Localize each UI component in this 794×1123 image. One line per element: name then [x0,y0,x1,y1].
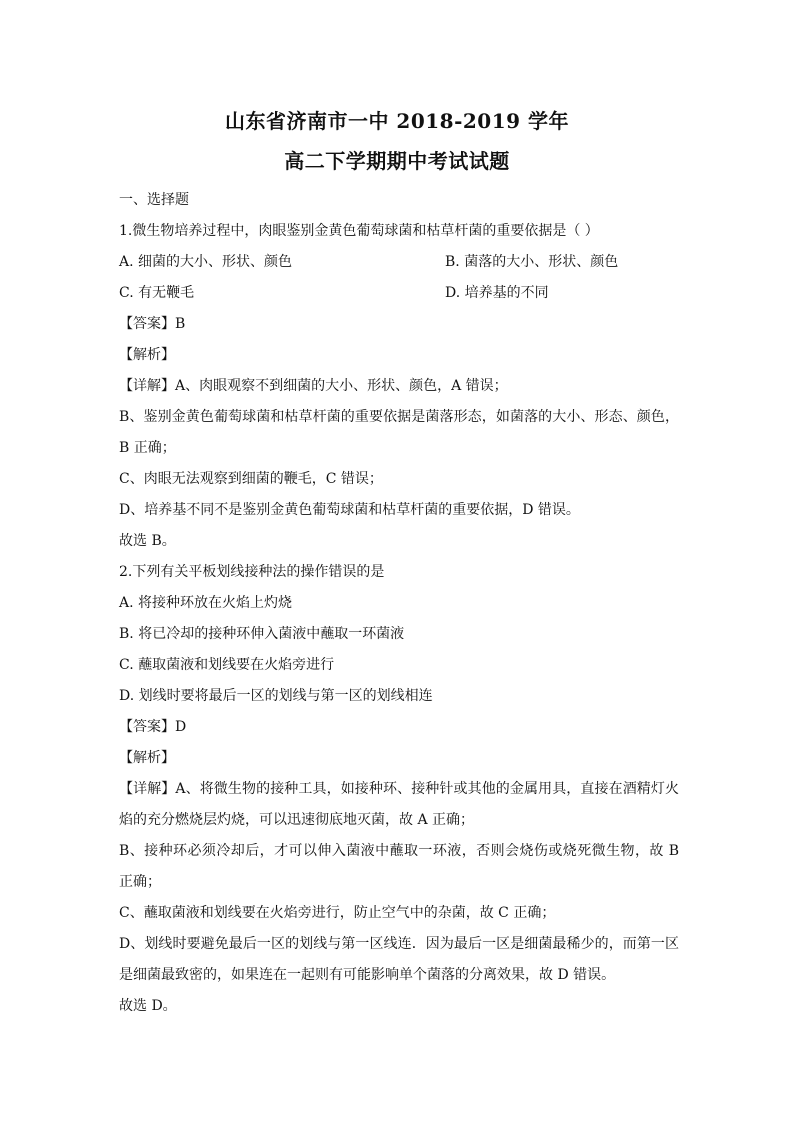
document-title-line-1: 山东省济南市一中 2018-2019 学年 [224,109,570,133]
q2-conclusion: 故选 D。 [119,998,177,1014]
document-body [119,185,679,1022]
q2-answer: 【答案】D [119,719,187,735]
q1-analysis-heading: 【解析】 [119,347,175,363]
q2-stem: 2.下列有关平板划线接种法的操作错误的是 [119,564,385,580]
q1-stem: 1.微生物培养过程中，肉眼鉴别金黄色葡萄球菌和枯草杆菌的重要依据是（ ） [119,223,599,239]
q1-explain-d: D、培养基不同不是鉴别金黄色葡萄球菌和枯草杆菌的重要依据，D 错误。 [119,502,580,518]
q2-option-a: A. 将接种环放在火焰上灼烧 [119,595,293,611]
q1-options-row-2 [119,278,679,309]
q1-options-row-1 [119,247,679,278]
q1-explain-a: 【详解】A、肉眼观察不到细菌的大小、形状、颜色，A 错误； [119,378,508,394]
q1-answer: 【答案】B [119,316,186,332]
q1-explain-c: C、肉眼无法观察到细菌的鞭毛，C 错误； [119,471,383,487]
section-heading: 一、选择题 [119,192,189,208]
q1-conclusion: 故选 B。 [119,533,176,549]
q1-option-c: C. 有无鞭毛 [119,285,195,301]
q2-analysis-heading: 【解析】 [119,750,175,766]
q2-option-d: D. 划线时要将最后一区的划线与第一区的划线相连 [119,688,433,704]
q1-option-d: D. 培养基的不同 [445,285,549,301]
q2-explain-b: B、接种环必须冷却后，才可以伸入菌液中蘸取一环液，否则会烧伤或烧死微生物，故 B 正确； [119,843,679,890]
q1-option-a: A. 细菌的大小、形状、颜色 [119,254,293,270]
q2-explain-d: D、划线时要避免最后一区的划线与第一区线连．因为最后一区是细菌最稀少的，而第一区是细菌最致密的，如果连在一起则有可能影响单个菌落的分离效果，故 D 错误。 [119,936,679,983]
q2-option-c: C. 蘸取菌液和划线要在火焰旁进行 [119,657,335,673]
q2-option-b: B. 将已冷却的接种环伸入菌液中蘸取一环菌液 [119,626,405,642]
q2-explain-c: C、蘸取菌液和划线要在火焰旁进行，防止空气中的杂菌，故 C 正确； [119,905,556,921]
q1-option-b: B. 菌落的大小、形状、颜色 [445,254,619,270]
q2-explain-a: 【详解】A、将微生物的接种工具，如接种环、接种针或其他的金属用具，直接在酒精灯火焰的充分燃烧层灼烧，可以迅速彻底地灭菌，故 A 正确； [119,781,679,828]
document-title-line-2: 高二下学期期中考试试题 [284,149,510,173]
q1-explain-b: B、鉴别金黄色葡萄球菌和枯草杆菌的重要依据是菌落形态，如菌落的大小、形态、颜色，B 正确； [119,409,679,456]
